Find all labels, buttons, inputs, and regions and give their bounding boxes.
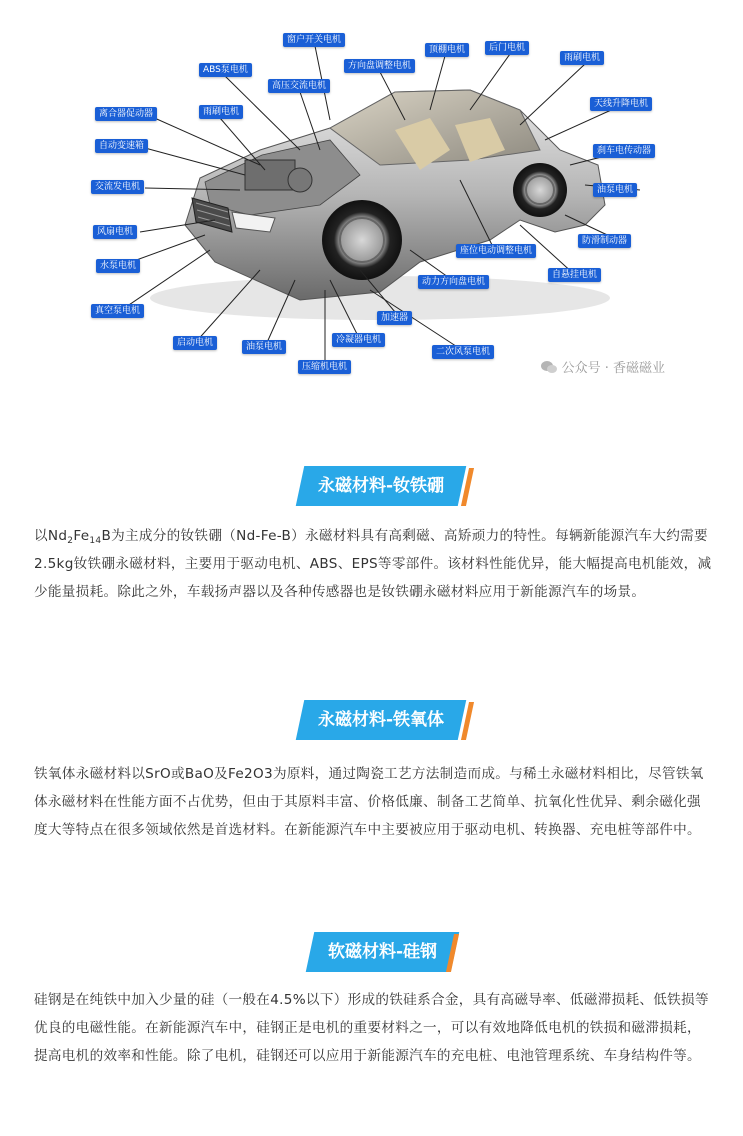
label-power-steering-motor: 动力方向盘电机	[418, 275, 489, 289]
label-starter-motor: 启动电机	[173, 336, 217, 350]
section-tag-ferrite	[300, 700, 462, 740]
label-brake-actuator: 刹车电传动器	[593, 144, 655, 158]
label-oil-pump-motor-rear: 油泵电机	[593, 183, 637, 197]
label-suspension-motor: 自悬挂电机	[548, 268, 601, 282]
paragraph-silicon-steel: 硅钢是在纯铁中加入少量的硅（一般在4.5%以下）形成的铁硅系合金，具有高磁导率、低磁滞损耗、低铁损等优良的电磁性能。在新能源汽车中，硅钢正是电机的重要材料之一，可以有效地降低电机的铁损和磁滞损耗，提高电机的效率和性能。除了电机，硅钢还可以应用于新能源汽车的充电桩、电池管理系统、车身结构件等。	[34, 992, 709, 1064]
watermark-text: 公众号 · 香磁磁业	[561, 361, 665, 376]
label-auto-transmission: 自动变速箱	[95, 139, 148, 153]
section-tag-silicon-steel-label: 软磁材料-硅钢	[328, 942, 438, 962]
label-fan-motor: 风扇电机	[93, 225, 137, 239]
label-oil-pump-motor-front: 油泵电机	[242, 340, 286, 354]
label-accelerator: 加速器	[377, 311, 412, 325]
label-hv-ac-motor: 高压交流电机	[268, 79, 330, 93]
section-tag-ndfeb	[300, 466, 462, 506]
label-wiper-motor-rear: 雨刷电机	[560, 51, 604, 65]
label-compressor-motor: 压缩机电机	[298, 360, 351, 374]
paragraph-ndfeb: 以$Nd_2Fe_{14}B$为主成分的钕铁硼（Nd-Fe-B）永磁材料具有高剩磁、高矫顽力的特性。每辆新能源汽车大约需要2.5kg钕铁硼永磁材料，主要用于驱动电机、ABS、EPS等零部件。该材料性能优异，能大幅提高电机能效，减少能量损耗。除此之外，车载扬声器以及各种传感器也是钕铁硼永磁材料应用于新能源汽车的场景。	[34, 528, 712, 600]
label-clutch-drive-motor: 离合器促动器	[95, 107, 157, 121]
label-window-switch-motor: 窗户开关电机	[283, 33, 345, 47]
label-secondary-fan-motor: 二次风泵电机	[432, 345, 494, 359]
car-motors-diagram	[0, 0, 743, 395]
label-wiper-motor-front: 雨刷电机	[199, 105, 243, 119]
section-tag-ndfeb-label: 永磁材料-钕铁硼	[318, 476, 445, 496]
section-tag-ferrite-label: 永磁材料-铁氧体	[318, 710, 445, 730]
label-vacuum-pump-motor: 真空泵电机	[91, 304, 144, 318]
wechat-icon	[540, 360, 558, 374]
label-steering-adjust-motor: 方向盘调整电机	[344, 59, 415, 73]
label-seat-adjust-motor: 座位电动调整电机	[456, 244, 536, 258]
label-antiskid-actuator: 防滑制动器	[578, 234, 631, 248]
label-antenna-motor: 天线升降电机	[590, 97, 652, 111]
paragraph-ferrite: 铁氧体永磁材料以SrO或BaO及Fe2O3为原料，通过陶瓷工艺方法制造而成。与稀土永磁材料相比，尽管铁氧体永磁材料在性能方面不占优势，但由于其原料丰富、价格低廉、制备工艺简单、抗氧化性优异、剩余磁化强度大等特点在很多领域依然是首选材料。在新能源汽车中主要被应用于驱动电机、转换器、充电桩等部件中。	[34, 766, 704, 838]
label-water-pump-motor: 水泵电机	[96, 259, 140, 273]
label-condenser-motor: 冷凝器电机	[332, 333, 385, 347]
section-tag-silicon-steel	[310, 932, 455, 972]
label-ac-generator: 交流发电机	[91, 180, 144, 194]
label-abs-pump-motor: ABS泵电机	[199, 63, 252, 77]
label-sunroof-motor: 顶棚电机	[425, 43, 469, 57]
label-rear-door-motor: 后门电机	[485, 41, 529, 55]
watermark	[540, 357, 665, 376]
